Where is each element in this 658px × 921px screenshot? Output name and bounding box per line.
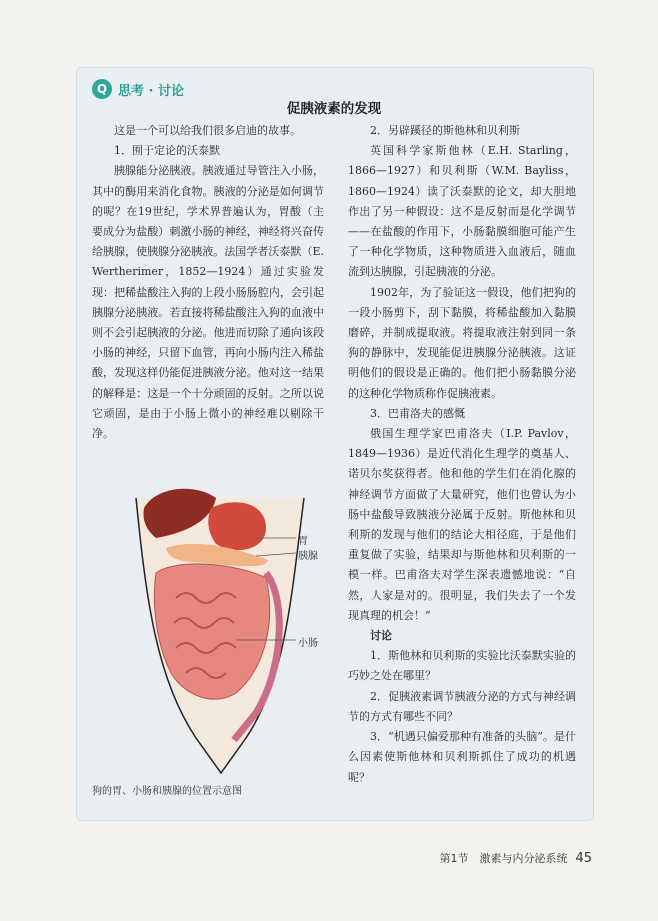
page-number: 45 <box>575 851 592 866</box>
section-3-heading: 3．巴甫洛夫的感慨 <box>370 406 465 420</box>
footer-section: 第1节 激素与内分泌系统 <box>439 852 568 865</box>
section-1-heading: 1．囿于定论的沃泰默 <box>114 144 220 158</box>
section-1-paragraph: 胰腺能分泌胰液。胰液通过导管注入小肠，其中的酶用来消化食物。胰液的分泌是如何调节的呢？在19世纪，学术界普遍认为，胃酸（主要成分为盐酸）刺激小肠的神经，神经将兴奋传给胰腺，使胰腺分泌胰液。法国学者沃泰默（E. Wertherimer，1852—1924）通过实验发现：把稀盐酸注入狗的上段小肠肠腔内，会引起胰腺分泌胰液。若直接将稀盐酸注入狗的血液中则不会引起胰液的分泌。他进而切除了通向该段小肠的神经，只留下血管，再向小肠内注入稀盐酸，发现这样仍能促进胰液分泌。他对这一结果的解释是：这是一个十分顽固的反射。之所以说它顽固，是由于小肠上微小的神经难以剔除干净。 <box>92 164 324 441</box>
section-3-paragraph: 俄国生理学家巴甫洛夫（I.P. Pavlov，1849—1936）是近代消化生理学的奠基人、诺贝尔奖获得者。他和他的学生们在消化腺的神经调节方面做了大量研究，他们也曾认为小肠中盐酸导致胰液分泌属于反射。斯他林和贝利斯的发现与他们的结论大相径庭，于是他们重复做了实验，结果却与斯他林和贝利斯的一模一样。巴甫洛夫对学生深表遗憾地说：“自然，人家是对的。很明显，我们失去了一个发现真理的机会！” <box>348 427 576 622</box>
dog-organs-illustration <box>116 478 326 778</box>
page-title: 促胰液素的发现 <box>286 101 382 117</box>
left-column <box>92 121 324 444</box>
intro-paragraph: 这是一个可以给我们很多启迪的故事。 <box>114 124 301 137</box>
label-stomach: 胃 <box>298 536 308 547</box>
section-2-heading: 2．另辟蹊径的斯他林和贝利斯 <box>370 124 520 137</box>
stomach <box>208 502 266 550</box>
figure-caption: 狗的胃、小肠和胰腺的位置示意图 <box>92 786 242 797</box>
think-discuss-icon: Q <box>92 79 112 99</box>
question-3: 3．“机遇只偏爱那种有准备的头脑”。是什么因素使斯他林和贝利斯抓住了成功的机遇呢？ <box>348 730 576 784</box>
label-small-intestine: 小肠 <box>298 638 318 649</box>
label-pancreas: 胰腺 <box>298 551 318 562</box>
section-2-paragraph-1: 英国科学家斯他林（E.H. Starling，1866—1927）和贝利斯（W.M. Bayliss，1860—1924）读了沃泰默的论文，却大胆地作出了另一种假设：这不是反射而是化学调节——在盐酸的作用下，小肠黏膜细胞可能产生了一种化学物质，这种物质进入血液后，随血流到达胰腺，引起胰液的分泌。 <box>348 144 576 279</box>
section-2-paragraph-2: 1902年，为了验证这一假设，他们把狗的一段小肠剪下，刮下黏膜，将稀盐酸加入黏膜磨碎，并制成提取液。将提取液注射到同一条狗的静脉中，发现能促进胰腺分泌胰液。这证明他们的假设是正确的。他们把小肠黏膜分泌的这种化学物质称作促胰液素。 <box>348 285 576 400</box>
question-1: 1．斯他林和贝利斯的实验比沃泰默实验的巧妙之处在哪里？ <box>348 649 576 683</box>
page-footer <box>439 850 592 866</box>
section-label: 思考 · 讨论 <box>118 83 184 99</box>
right-column <box>348 121 576 788</box>
question-2: 2．促胰液素调节胰液分泌的方式与神经调节的方式有哪些不同？ <box>348 689 576 723</box>
discussion-heading: 讨论 <box>370 629 392 643</box>
